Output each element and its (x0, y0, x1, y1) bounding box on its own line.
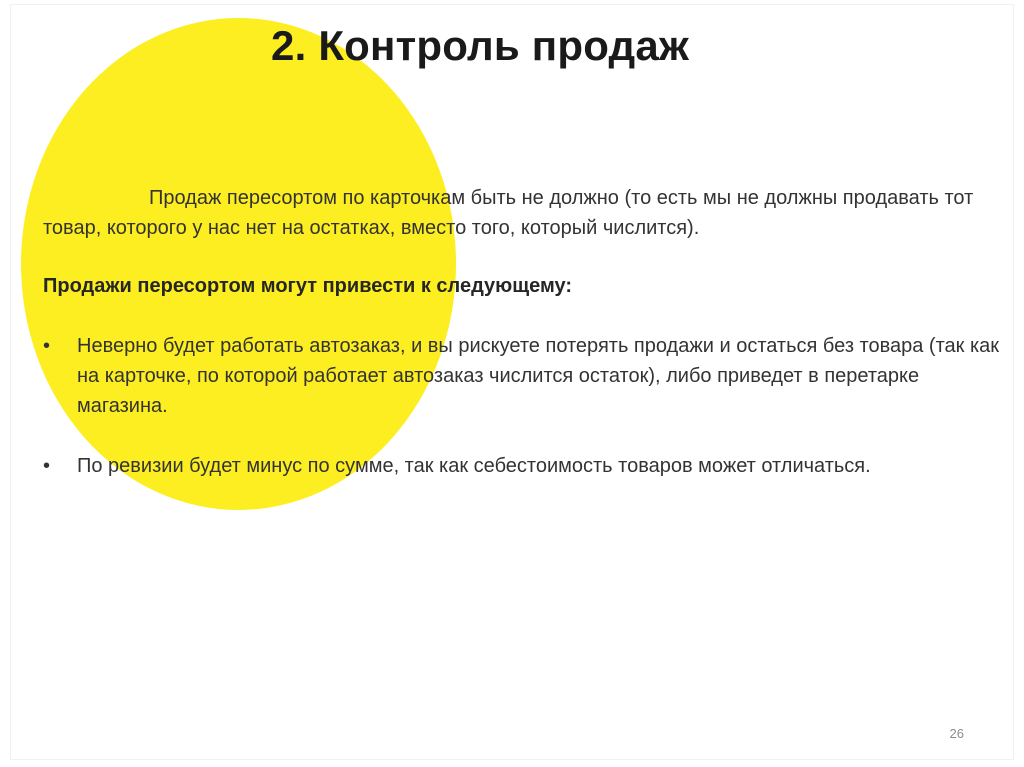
subheading: Продажи пересортом могут привести к следующему: (43, 275, 573, 297)
bullet-item (43, 451, 1003, 481)
bullet-marker: • (43, 335, 51, 357)
bullet-marker: • (43, 455, 51, 477)
slide-title: 2. Контроль продаж (271, 22, 689, 69)
bullet-text: По ревизии будет минус по сумме, так как себестоимость товаров может отличаться. (77, 455, 871, 477)
bullet-item (43, 331, 1003, 421)
intro-paragraph: Продаж пересортом по карточкам быть не должно (то есть мы не должны продавать тот товар, которого у нас нет на остатках, вместо того, который числится). (43, 187, 974, 239)
slide-body (43, 183, 1003, 511)
bullet-list (43, 331, 1003, 481)
page-number: 26 (949, 726, 964, 741)
bullet-text: Неверно будет работать автозаказ, и вы рискуете потерять продажи и остаться без товара (так как на карточке, по которой работает автозаказ числится остаток), либо приведет в перетарке магазина. (77, 335, 1000, 417)
